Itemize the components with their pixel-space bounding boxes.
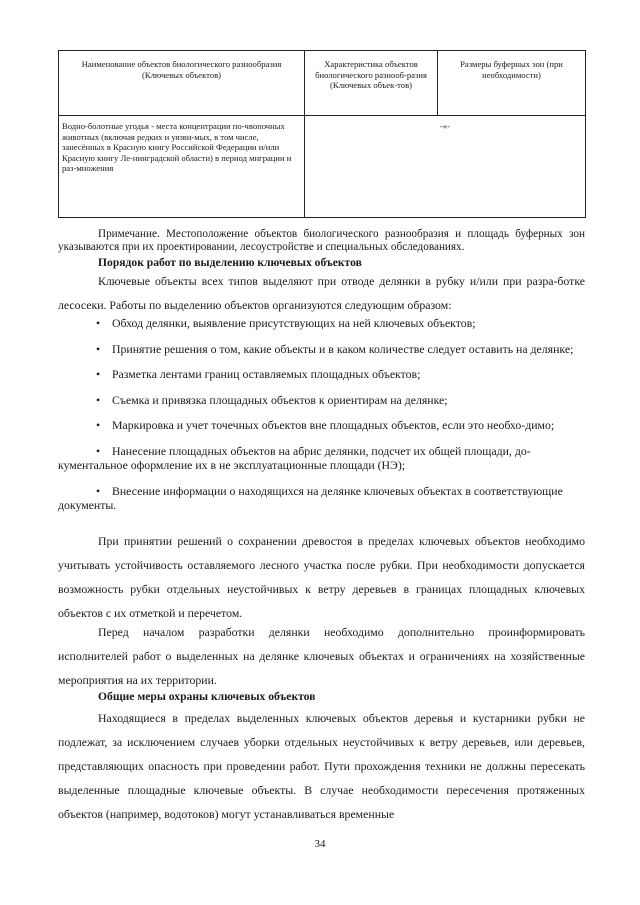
key-objects-table <box>58 50 586 218</box>
decision-text: При принятии решений о сохранении древостоя в пределах ключевых объектов необходимо учитывать устойчивость оставляемого лесного участка после рубки. При необходимости допускается возможность рубки отдельных неустойчивых к ветру деревьев в границах площадных ключевых объектов с их отметкой и перечетом. <box>58 534 585 620</box>
list-item: • Внесение информации о находящихся на делянке ключевых объектах в соответствующие документы. <box>58 483 563 512</box>
protection-text: Находящиеся в пределах выделенных ключевых объектов деревья и кустарники рубки не подлежат, за исключением случаев уборки отдельных неустойчивых к ветру деревьев, или деревьев, представляющих опасность при проведении работ. Пути прохождения техники не должны пересекать выделенные площадные ключевые объекты. В случае необходимости пересечения протяженных объектов (например, водотоков) могут устанавливаться временные <box>58 711 585 821</box>
table-note <box>58 228 585 254</box>
intro-text: Ключевые объекты всех типов выделяют при отводе делянки в рубку и/или при разра-ботке лесосеки. Работы по выделению объектов организуются следующим образом: <box>58 274 585 312</box>
decision-paragraph <box>58 529 585 625</box>
protection-paragraph <box>58 706 585 826</box>
list-item: • Нанесение площадных объектов на абрис делянки, подсчет их общей площади, до-кументальное оформление их в не эксплуатационные площади (НЭ); <box>58 443 531 472</box>
header-buffer-size: Размеры буферных зон (при необходимости) <box>438 51 586 116</box>
section-heading-procedure: Порядок работ по выделению ключевых объектов <box>98 256 362 269</box>
header-object-characteristic: Характеристика объектов биологического разнооб-разия (Ключевых объек-тов) <box>305 51 438 116</box>
cell-object-name: Водно-болотные угодья - места концентрации по-чвопочных животных (включая редких и уязви-мых, в том числе, занесённых в Красную книгу Российской Федерации и/или Красную книгу Ле-нинградской области) в период миграции и раз-множения <box>59 116 305 218</box>
cell-object-characteristic: -«- <box>305 116 586 218</box>
briefing-paragraph <box>58 620 585 692</box>
list-item: • Обход делянки, выявление присутствующих на ней ключевых объектов; <box>96 316 476 330</box>
table-row <box>59 116 586 218</box>
list-item: • Съемка и привязка площадных объектов к ориентирам на делянке; <box>96 392 448 407</box>
procedure-list <box>58 316 585 524</box>
header-object-name: Наименование объектов биологического разнообразия (Ключевых объектов) <box>59 51 305 116</box>
section-heading-protection: Общие меры охраны ключевых объектов <box>98 690 316 703</box>
page-number: 34 <box>314 838 326 850</box>
table-header-row <box>59 51 586 116</box>
intro-paragraph <box>58 269 585 317</box>
list-item: • Разметка лентами границ оставляемых площадных объектов; <box>96 367 421 381</box>
note-text: Примечание. Местоположение объектов биологического разнообразия и площадь буферных зон указываются при их проектировании, лесоустройстве и специальных обследованиях. <box>58 228 585 253</box>
briefing-text: Перед началом разработки делянки необходимо дополнительно проинформировать исполнителей работ о выделенных на делянке ключевых объектах и ограничениях на хозяйственные мероприятия на их территории. <box>58 625 585 687</box>
list-item: • Принятие решения о том, какие объекты и в каком количестве следует оставить на делянке; <box>96 341 574 356</box>
list-item: • Маркировка и учет точечных объектов вне площадных объектов, если это необхо-димо; <box>96 418 555 432</box>
